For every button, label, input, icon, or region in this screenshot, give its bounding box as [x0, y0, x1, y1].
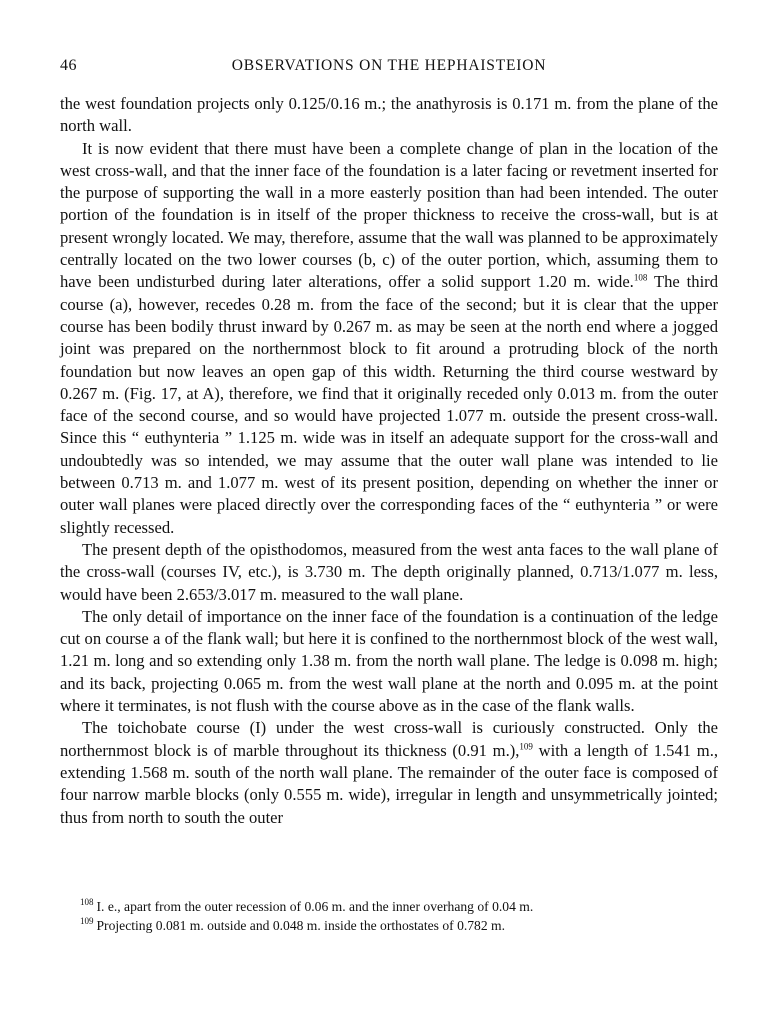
footnote-text: I. e., apart from the outer recession of 0.06 m. and the inner overhang of 0.04 m.	[96, 899, 534, 914]
body-text	[60, 93, 718, 829]
footnote-text: Projecting 0.081 m. outside and 0.048 m. inside the orthostates of 0.782 m.	[96, 918, 506, 933]
paragraph-text: The toichobate course (I) under the west cross-wall is curiously constructed. Only the northernmost block is of marble throughout its thickness (0.91 m.),	[60, 718, 718, 760]
paragraph-1	[60, 93, 718, 138]
paragraph-text: with a length of 1.541 m., extending 1.568 m. south of the north wall plane. The remainder of the outer face is composed of four narrow marble blocks (only 0.555 m. wide), irregular in length and unsymmetrically jointed; thus from north to south the outer	[60, 740, 718, 827]
footnote-ref-108[interactable]: 108	[633, 272, 648, 283]
paragraph-text: The present depth of the opisthodomos, measured from the west anta faces to the wall plane of the cross-wall (courses IV, etc.), is 3.730 m. The depth originally planned, 0.713/1.077 m. less, would have been 2.653/3.017 m. measured to the wall plane.	[60, 539, 718, 604]
footnote-mark: 109	[80, 916, 94, 927]
paragraph-text: The third course (a), however, recedes 0.28 m. from the face of the second; but it is clear that the upper course has been bodily thrust inward by 0.267 m. as may be seen at the north end where a jogged joint was prepared on the northernmost block to fit around a protruding block of the north foundation but now leaves an open gap of this width. Returning the third course westward by 0.267 m. (Fig. 17, at A), therefore, we find that it originally receded only 0.013 m. from the outer face of the second course, and so would have projected 1.077 m. outside the present cross-wall. Since this “ euthynteria ” 1.125 m. wide was in itself an adequate support for the cross-wall and undoubtedly was so intended, we may assume that the outer wall plane was intended to lie between 0.713 m. and 1.077 m. west of its present position, depending on whether the inner or outer wall planes were placed directly over the corresponding faces of the “ euthynteria ” or were slightly recessed.	[60, 272, 719, 537]
paragraph-4	[60, 606, 718, 717]
paragraph-3	[60, 539, 718, 606]
paragraph-text: The only detail of importance on the inner face of the foundation is a continuation of the ledge cut on course a of the flank wall; but here it is confined to the northernmost block of the west wall, 1.21 m. long and so extending only 1.38 m. from the north wall plane. The ledge is 0.098 m. high; and its back, projecting 0.065 m. from the west wall plane at the north and 0.095 m. at the point where it terminates, is not flush with the course above as in the case of the flank walls.	[60, 606, 718, 716]
running-title: OBSERVATIONS ON THE HEPHAISTEION	[231, 57, 547, 74]
paragraph-text: the west foundation projects only 0.125/0.16 m.; the anathyrosis is 0.171 m. from the plane of the north wall.	[60, 94, 718, 136]
footnote-mark: 108	[80, 897, 94, 908]
footnote-108	[60, 897, 718, 916]
footnote-109	[60, 916, 718, 935]
paragraph-text: It is now evident that there must have been a complete change of plan in the location of the west cross-wall, and that the inner face of the foundation is a later facing or revetment inserted for the purpose of supporting the wall in a more easterly position than had been intended. The outer portion of the foundation is in itself of the proper thickness to receive the cross-wall, but is at present wrongly located. We may, therefore, assume that the wall was planned to be approximately centrally located on the two lower courses (b, c) of the outer portion, which, assuming them to have been undisturbed during later alterations, offer a solid support 1.20 m. wide.	[60, 138, 718, 292]
page-number: 46	[60, 57, 77, 74]
footnotes	[60, 897, 718, 935]
page-header	[60, 57, 718, 79]
paragraph-5	[60, 717, 718, 828]
footnote-ref-109[interactable]: 109	[519, 741, 533, 752]
paragraph-2	[60, 138, 718, 539]
